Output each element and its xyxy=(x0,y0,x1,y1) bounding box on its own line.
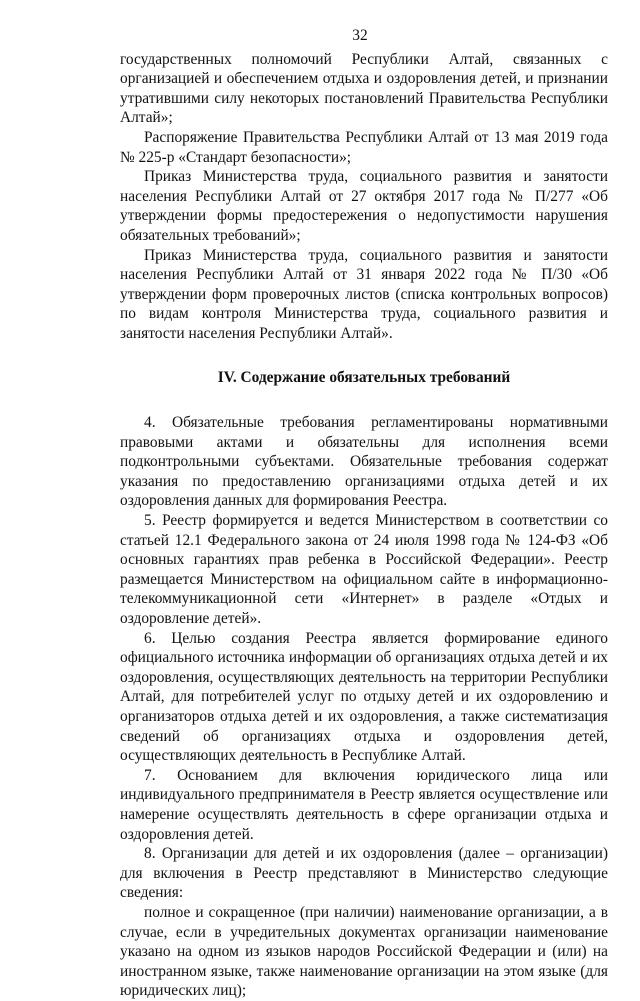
paragraph-continued: государственных полномочий Республики Алтай, связанных с организацией и обеспечением отдыха и оздоровления детей, и признании утратившими силу некоторых постановлений Правительства Республики Алтай»; xyxy=(120,50,608,127)
paragraph-item-8: 8. Организации для детей и их оздоровления (далее – организации) для включения в Реестр представляют в Министерство следующие сведения: xyxy=(120,845,608,902)
paragraph-item-7: 7. Основанием для включения юридического лица или индивидуального предпринимателя в Реестр является осуществление или намерение осуществлять деятельность в сфере организации отдыха и оздоровления детей. xyxy=(120,766,608,843)
paragraph-order-2017: Приказ Министерства труда, социального развития и занятости населения Республики Алтай от 27 октября 2017 года № П/277 «Об утверждении формы предостережения о недопустимости нарушения обязательных требований»; xyxy=(120,168,608,244)
paragraph-item-4: 4. Обязательные требования регламентированы нормативными правовыми актами и обязательны для исполнения всеми подконтрольными субъектами. Обязательные требования содержат указания по предоставлению организациями отдыха детей и их оздоровления данных для формирования Реестра. xyxy=(120,414,608,510)
paragraph-order-2022: Приказ Министерства труда, социального развития и занятости населения Республики Алтай от 31 января 2022 года № П/30 «Об утверждении форм проверочных листов (списка контрольных вопросов) по видам контроля Министерства труда, социального развития и занятости населения Республики Алтай». xyxy=(120,246,608,342)
page-number: 32 xyxy=(352,27,368,44)
section-heading: IV. Содержание обязательных требований xyxy=(217,368,511,386)
paragraph-item-8-detail: полное и сокращенное (при наличии) наименование организации, а в случае, если в учредительных документах организации наименование указано на одном из языков народов Российской Федерации и (или) на иностранном языке, также наименование организации на этом языке (для юридических лиц); xyxy=(120,903,608,1000)
paragraph-item-6: 6. Целью создания Реестра является формирование единого официального источника информации об организациях отдыха детей и их оздоровления, осуществляющих деятельность на территории Республики Алтай, для потребителей услуг по отдыху детей и их оздоровлению и организаторов отдыха детей и их оздоровления, а также систематизация сведений об организациях отдыха и оздоровления детей, осуществляющих деятельность в Республике Алтай. xyxy=(120,629,608,765)
paragraph-item-5: 5. Реестр формируется и ведется Министерством в соответствии со статьей 12.1 Федерального закона от 24 июля 1998 года № 124-ФЗ «Об основных гарантиях прав ребенка в Российской Федерации». Реестр размещается Министерством на официальном сайте в информационно-телекоммуникационной сети «Интернет» в разделе «Отдых и оздоровление детей». xyxy=(120,512,608,628)
paragraph-order-2019: Распоряжение Правительства Республики Алтай от 13 мая 2019 года № 225-р «Стандарт безопасности»; xyxy=(120,128,608,166)
